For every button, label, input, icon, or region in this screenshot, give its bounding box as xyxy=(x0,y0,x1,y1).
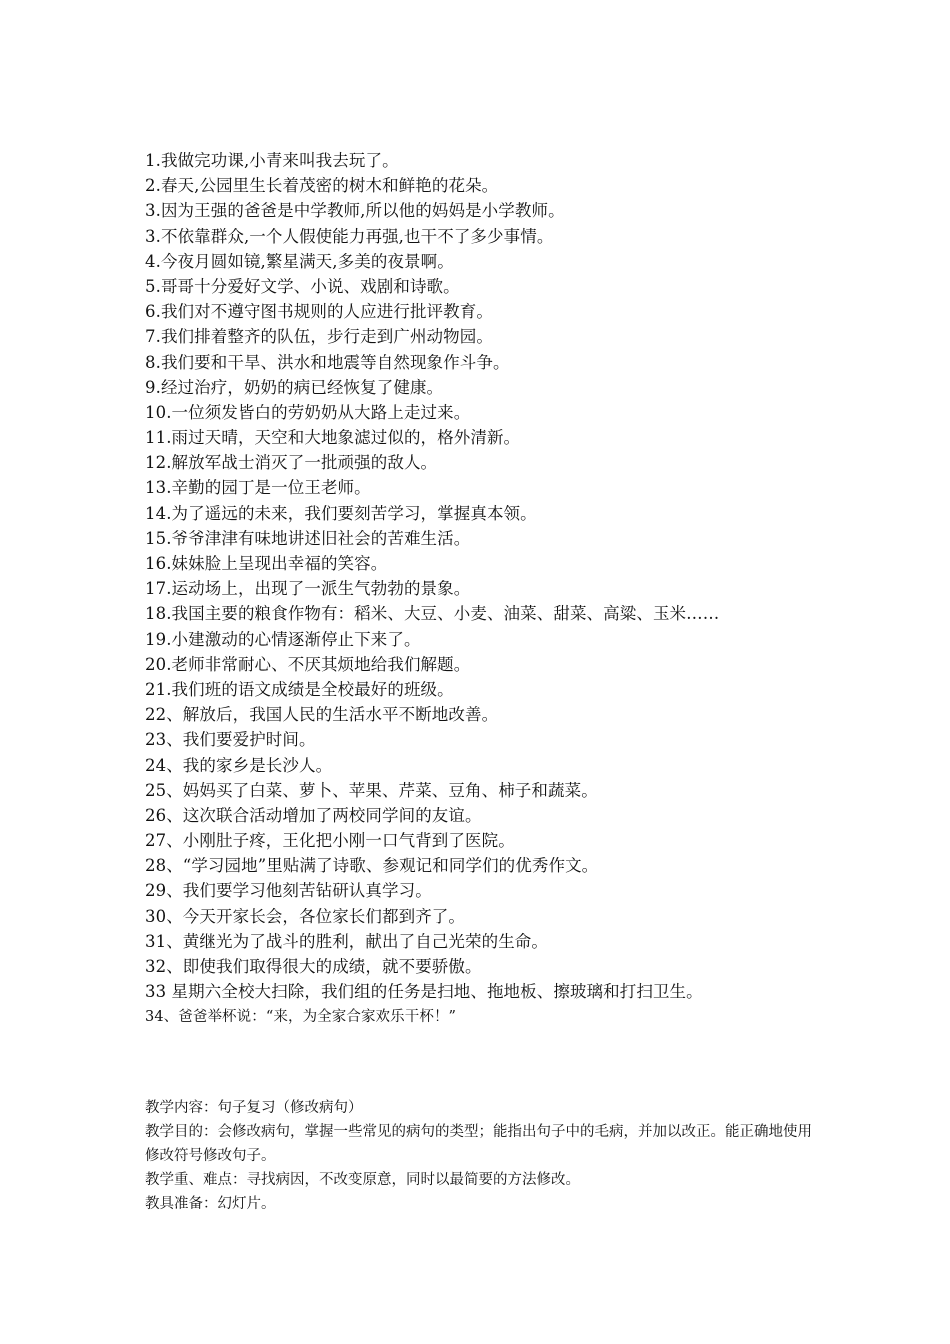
list-item: 32、即使我们取得很大的成绩，就不要骄傲。 xyxy=(145,957,482,976)
list-item: 7.我们排着整齐的队伍，步行走到广州动物园。 xyxy=(145,327,493,347)
list-item: 27、小刚肚子疼，王化把小刚一口气背到了医院。 xyxy=(145,831,515,851)
list-item: 23、我们要爱护时间。 xyxy=(145,730,316,750)
list-item: 1.我做完功课,小青来叫我去玩了。 xyxy=(145,151,399,170)
lesson-plan xyxy=(145,1096,825,1216)
lesson-goal: 教学目的：会修改病句，掌握一些常见的病句的类型；能指出句子中的毛病，并加以改正。能正确地使用修改符号修改句子。 xyxy=(145,1124,812,1164)
list-item: 4.今夜月圆如镜,繁星满天,多美的夜景啊。 xyxy=(145,251,454,271)
list-item: 10.一位须发皆白的劳奶奶从大路上走过来。 xyxy=(145,402,471,422)
list-item: 6.我们对不遵守图书规则的人应进行批评教育。 xyxy=(145,302,493,322)
list-item: 9.经过治疗，奶奶的病已经恢复了健康。 xyxy=(145,377,444,397)
list-item: 25、妈妈买了白菜、萝卜、苹果、芹菜、豆角、柿子和蔬菜。 xyxy=(145,780,598,800)
list-item: 13.辛勤的园丁是一位王老师。 xyxy=(145,478,371,498)
list-item: 16.妹妹脸上呈现出幸福的笑容。 xyxy=(145,554,388,573)
lesson-focus: 教学重、难点：寻找病因，不改变原意，同时以最简要的方法修改。 xyxy=(145,1172,580,1188)
list-item: 15.爷爷津津有味地讲述旧社会的苦难生活。 xyxy=(145,528,471,548)
sentence-list xyxy=(145,148,845,1031)
list-item: 28、“学习园地”里贴满了诗歌、参观记和同学们的优秀作文。 xyxy=(145,856,599,876)
lesson-content: 教学内容：句子复习（修改病句） xyxy=(145,1100,363,1116)
list-item: 2.春天,公园里生长着茂密的树木和鲜艳的花朵。 xyxy=(145,176,499,196)
list-item: 29、我们要学习他刻苦钻研认真学习。 xyxy=(145,881,432,901)
list-item: 24、我的家乡是长沙人。 xyxy=(145,755,333,775)
lesson-materials: 教具准备：幻灯片。 xyxy=(145,1196,276,1212)
list-item: 18.我国主要的粮食作物有：稻米、大豆、小麦、油菜、甜菜、高粱、玉米…… xyxy=(145,604,720,624)
list-item: 26、这次联合活动增加了两校同学间的友谊。 xyxy=(145,805,482,825)
list-item: 3.因为王强的爸爸是中学教师,所以他的妈妈是小学教师。 xyxy=(145,201,565,221)
list-item: 33 星期六全校大扫除，我们组的任务是扫地、拖地板、擦玻璃和打扫卫生。 xyxy=(145,982,703,1002)
list-item: 12.解放军战士消灭了一批顽强的敌人。 xyxy=(145,453,438,473)
list-item: 17.运动场上，出现了一派生气勃勃的景象。 xyxy=(145,579,471,599)
list-item: 5.哥哥十分爱好文学、小说、戏剧和诗歌。 xyxy=(145,276,460,296)
list-item: 22、解放后，我国人民的生活水平不断地改善。 xyxy=(145,705,499,725)
list-item: 30、今天开家长会，各位家长们都到齐了。 xyxy=(145,906,465,926)
list-item: 14.为了遥远的未来，我们要刻苦学习，掌握真本领。 xyxy=(145,503,537,523)
list-item: 19.小建激动的心情逐渐停止下来了。 xyxy=(145,629,421,649)
list-item: 31、黄继光为了战斗的胜利，献出了自己光荣的生命。 xyxy=(145,931,548,951)
list-item: 34、爸爸举杯说：“来，为全家合家欢乐干杯！” xyxy=(145,1009,457,1026)
list-item: 3.不依靠群众,一个人假使能力再强,也干不了多少事情。 xyxy=(145,226,554,246)
list-item: 21.我们班的语文成绩是全校最好的班级。 xyxy=(145,679,454,699)
list-item: 20.老师非常耐心、不厌其烦地给我们解题。 xyxy=(145,654,471,674)
list-item: 8.我们要和干旱、洪水和地震等自然现象作斗争。 xyxy=(145,352,510,372)
list-item: 11.雨过天晴，天空和大地象滤过似的，格外清新。 xyxy=(145,428,521,448)
